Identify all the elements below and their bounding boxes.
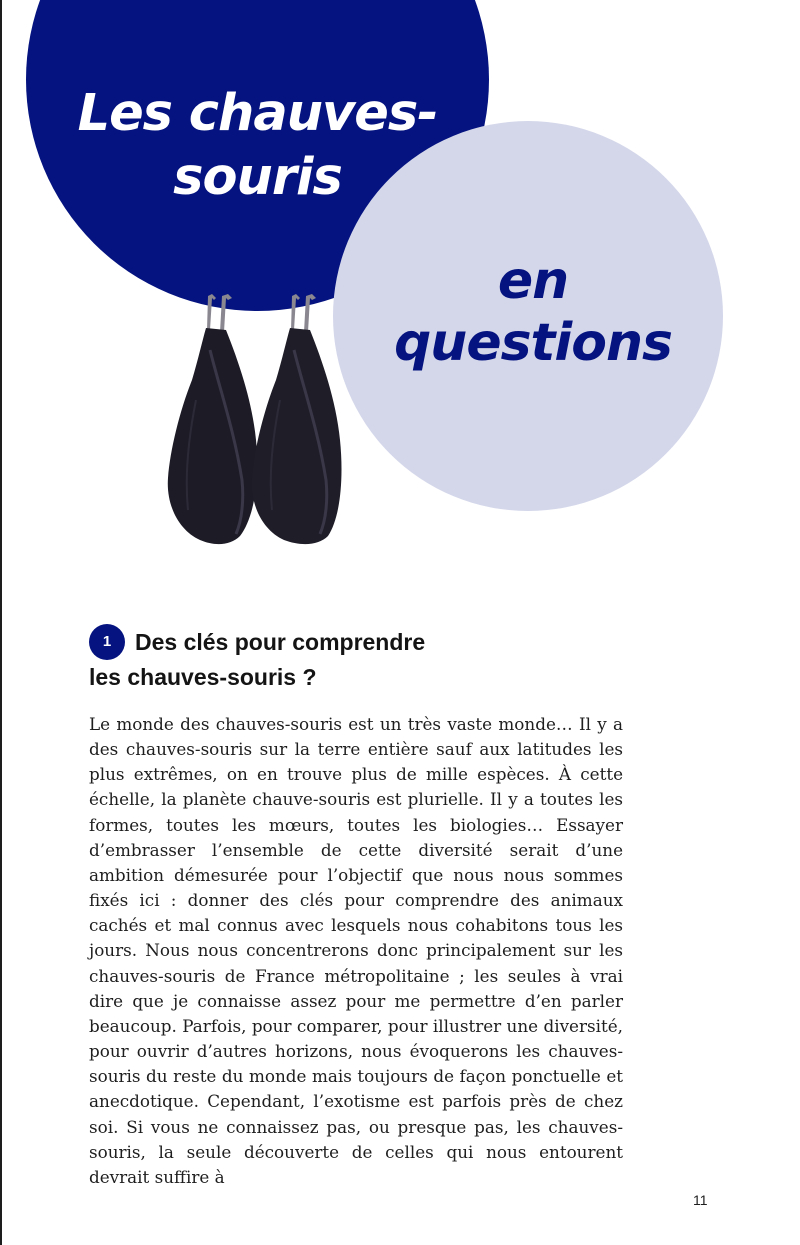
chapter-subtitle xyxy=(333,250,733,374)
section-heading-line1 xyxy=(89,625,649,660)
chapter-title-line2: souris xyxy=(173,148,342,207)
section-heading-line2: les chauves-souris ? xyxy=(89,663,317,690)
chapter-subtitle-line2: questions xyxy=(394,313,672,373)
page-edge xyxy=(0,0,2,1245)
chapter-title-line1: Les chauves- xyxy=(77,84,438,143)
bat-right-icon xyxy=(252,294,342,544)
chapter-subtitle-line1: en xyxy=(497,251,569,311)
page-number: 11 xyxy=(693,1192,708,1208)
chapter-title xyxy=(26,82,489,210)
section-heading xyxy=(89,625,649,694)
two-hanging-bats-icon xyxy=(150,290,360,550)
section-heading-text1: Des clés pour comprendre xyxy=(135,629,426,655)
bat-left-icon xyxy=(168,294,257,544)
body-paragraph: Le monde des chauves-souris est un très vaste monde… Il y a des chauves-souris sur la terre entière sauf aux latitudes les plus extrêmes, on en trouve plus de mille espèces. À cette échelle, la planète chauve-souris est plurielle. Il y a toutes les formes, toutes les mœurs, toutes les biologies… Essayer d’embrasser l’ensemble de cette diversité serait d’une ambition démesurée pour l’objectif que nous nous sommes fixés ici : donner des clés pour comprendre des animaux cachés et mal connus avec lesquels nous cohabitons tous les jours. Nous nous concentrerons donc principalement sur les chauves-souris de France métropolitaine ; les seules à vrai dire que je connaisse assez pour me permettre d’en parler beaucoup. Parfois, pour comparer, pour illustrer une diversité, pour ouvrir d’autres horizons, nous évoquerons les chauves-souris du reste du monde mais toujours de façon ponctuelle et anecdotique. Cependant, l’exotisme est parfois près de chez soi. Si vous ne connaissez pas, ou presque pas, les chauves-souris, la seule découverte de celles qui nous entourent devrait suffire à xyxy=(89,714,623,1187)
section-number-badge: 1 xyxy=(89,624,125,660)
